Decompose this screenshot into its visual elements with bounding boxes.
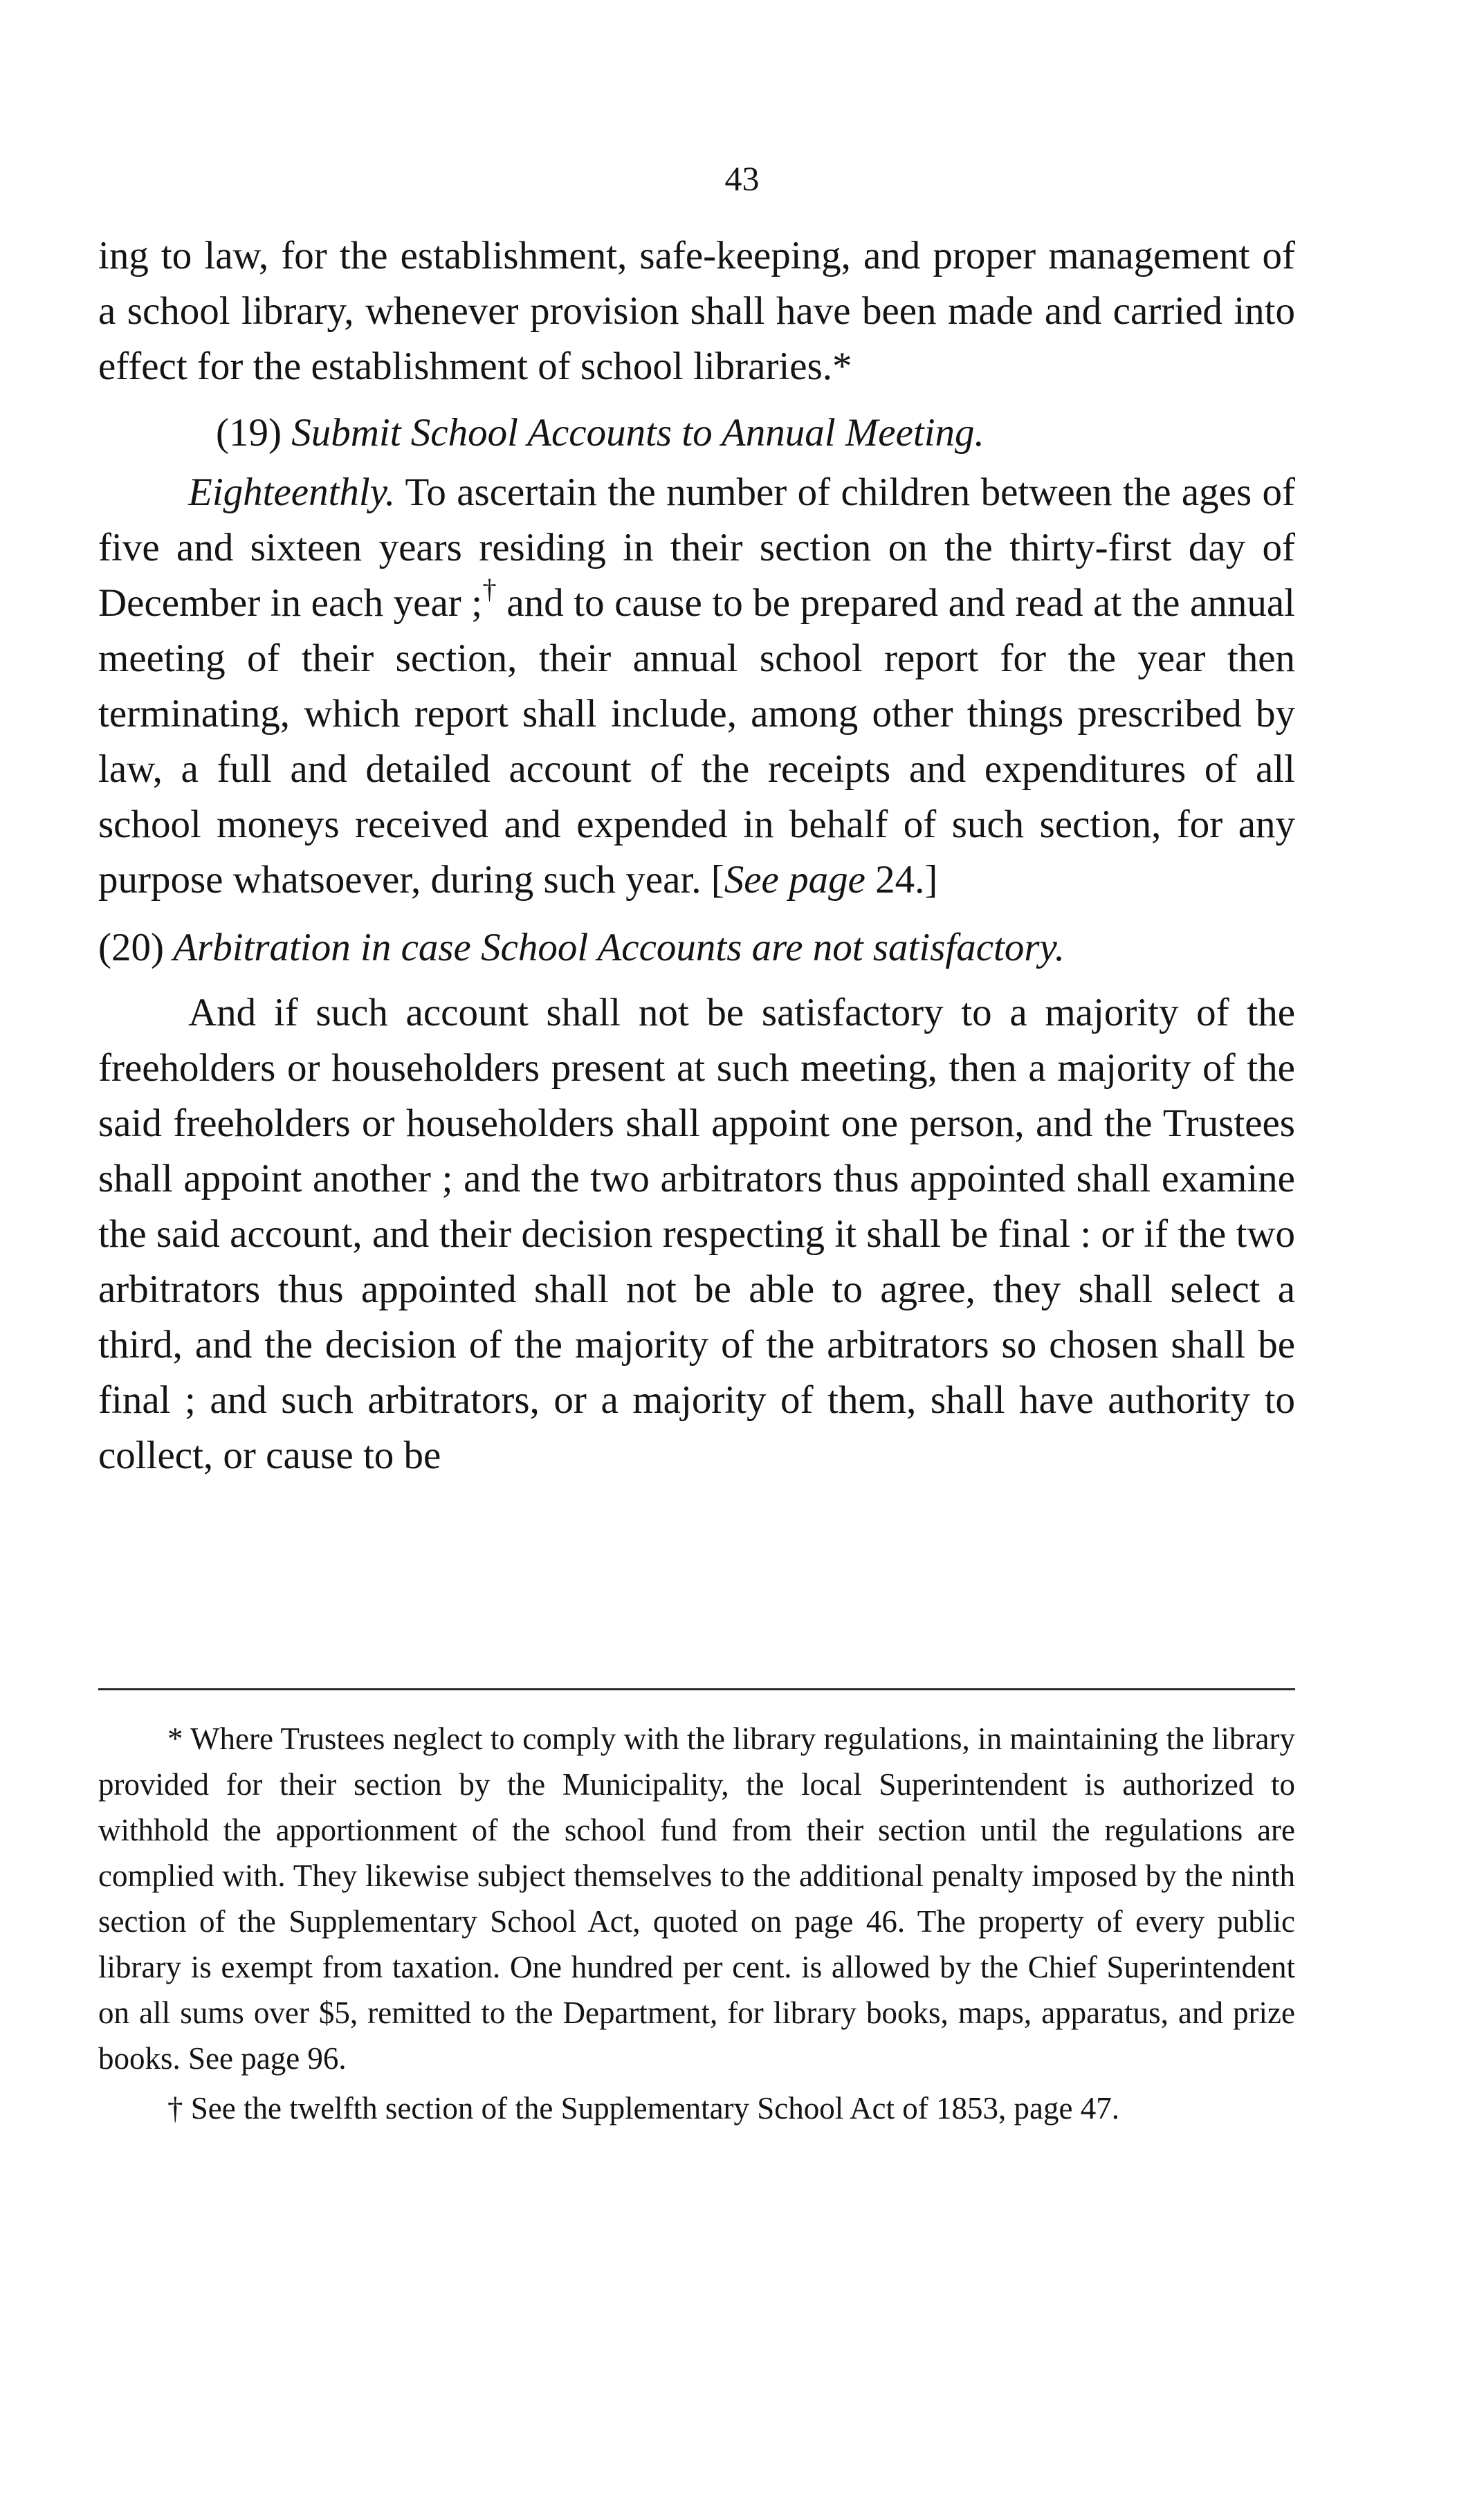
footnote-star-text: Where Trustees neglect to comply with the library regulations, in maintaining the library provided for their section by the Municipality, the local Superintendent is authorized to withhold the apportionment of the school fund from their section until the regulations are complied with. They likewise subject themselves to the additional penalty imposed by the ninth section of the Supplementary School Act, quoted on page 46. The property of every public library is exempt from taxation. One hundred per cent. is allowed by the Chief Superintendent on all sums over $5, remitted to the Department, for library books, maps, apparatus, and prize books. See page 96. xyxy=(98,1721,1296,2076)
reference-bracket: [ xyxy=(711,858,724,902)
section-heading-19 xyxy=(98,405,1295,461)
footnote-star xyxy=(98,1716,1295,2081)
paragraph-text-b: and to cause to be prepared and read at the annual meeting of their section, their annual school report for the year then terminating, which report shall include, among other things prescribed by law, a full and detailed account of the receipts and expenditures of all school moneys received and expended in behalf of such section, for any purpose whatsoever, during such year. xyxy=(98,581,1295,902)
reference-text: See page xyxy=(724,858,865,902)
cross-reference xyxy=(711,858,938,902)
footnote-dagger-mark: † xyxy=(167,2091,183,2126)
footnotes xyxy=(98,1716,1295,2131)
page-number: 43 xyxy=(724,159,760,198)
footnote-ref-star: * xyxy=(832,345,852,388)
footnote-divider xyxy=(98,1688,1295,1690)
section-heading-20 xyxy=(98,920,1295,976)
section-number-19: (19) xyxy=(216,411,282,455)
paragraph-eighteenthly xyxy=(98,465,1295,908)
section-number-20: (20) xyxy=(98,926,164,969)
footnote-star-mark: * xyxy=(167,1721,183,1756)
main-text xyxy=(98,228,1295,1483)
paragraph-text-a: To ascertain the number of children between the ages of five and sixteen years residing in their section on the thirty-first day of December in each year ; xyxy=(98,470,1295,625)
section-title-20: Arbitration in case School Accounts are not satisfactory. xyxy=(173,926,1065,969)
footnote-ref-dagger: † xyxy=(482,574,497,605)
paragraph-lead: Eighteenthly. xyxy=(188,470,396,514)
continuation-paragraph xyxy=(98,228,1295,394)
footnote-dagger xyxy=(98,2085,1295,2131)
reference-page: 24.] xyxy=(875,858,938,902)
paragraph-arbitration: And if such account shall not be satisfactory to a majority of the freeholders or householders present at such meeting, then a majority of the said freeholders or householders shall appoint one person, and the Trustees shall appoint another ; and the two arbitrators thus appointed shall examine the said account, and their decision respecting it shall be final : or if the two arbitrators thus appointed shall not be able to agree, they shall select a third, and the decision of the majority of the arbitrators so chosen shall be final ; and such arbitrators, or a majority of them, shall have authority to collect, or cause to be xyxy=(98,991,1295,1477)
section-title-19: Submit School Accounts to Annual Meeting. xyxy=(291,411,984,455)
footnote-dagger-text: See the twelfth section of the Supplementary School Act of 1853, page 47. xyxy=(190,2091,1119,2126)
continuation-text: ing to law, for the establishment, safe-keeping, and proper management of a school library, whenever provision shall have been made and carried into effect for the establishment of school libraries. xyxy=(98,234,1295,388)
